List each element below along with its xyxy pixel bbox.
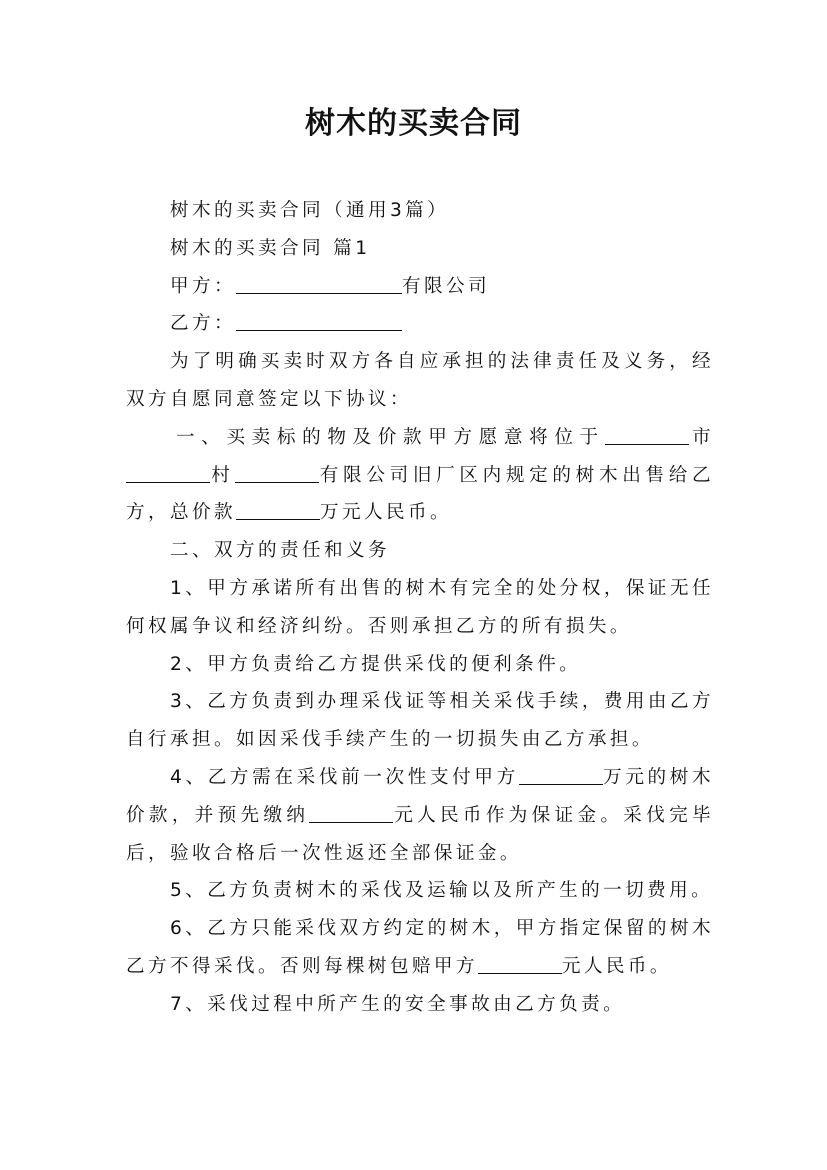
article-1-text-b: 有限公司旧厂区内规定的树木出售给乙方，总价款 (126, 464, 714, 524)
document-subtitle: 树木的买卖合同（通用3篇） (170, 200, 450, 221)
clause-4-text-a: 4、乙方需在采伐前一次性支付甲方 (170, 766, 519, 788)
clause-6-text-b: 元人民币。 (561, 955, 672, 977)
article-1-text-a: 一、买卖标的物及价款甲方愿意将位于 (176, 426, 605, 448)
clause-4-text-b: 万元的树木价款，并预先缴纳 (126, 766, 714, 826)
section-title: 树木的买卖合同 篇1 (170, 237, 371, 259)
article-1-city: 市 (688, 426, 714, 448)
party-b-label: 乙方： (170, 313, 236, 335)
payment-blank (519, 764, 603, 785)
article-1-village: 村 (210, 464, 235, 486)
clause-7: 7、采伐过程中所产生的安全事故由乙方负责。 (170, 993, 626, 1015)
party-b-blank (236, 310, 402, 331)
party-a-label: 甲方： (170, 275, 236, 297)
article-2-title: 二、双方的责任和义务 (170, 540, 390, 562)
village-blank (235, 462, 319, 483)
clause-2: 2、甲方负责给乙方提供采伐的便利条件。 (170, 653, 582, 675)
clause-1: 1、甲方承诺所有出售的树木有完全的处分权，保证无任何权属争议和经济纠纷。否则承担乙方的所有损失。 (126, 577, 714, 637)
clause-4-text-c: 元人民币作为保证金。采伐完毕后，验收合格后一次性返还全部保证金。 (126, 804, 715, 864)
document-body (126, 192, 714, 1024)
price-blank (236, 499, 320, 520)
compensation-blank (478, 953, 562, 974)
document-title: 树木的买卖合同 (305, 106, 522, 141)
intro-paragraph: 为了明确买卖时双方各自应承担的法律责任及义务，经双方自愿同意签定以下协议： (126, 351, 714, 410)
party-a-line (126, 268, 714, 306)
city-blank (605, 424, 689, 445)
party-a-suffix: 有限公司 (401, 275, 490, 297)
party-a-blank (236, 273, 402, 294)
clause-6 (126, 910, 714, 986)
clause-3: 3、乙方负责到办理采伐证等相关采伐手续，费用由乙方自行承担。如因采伐手续产生的一切损失由乙方承担。 (126, 691, 714, 751)
clause-6-text-a: 6、乙方只能采伐双方约定的树木，甲方指定保留的树木乙方不得采伐。否则每棵树包赔甲方 (126, 918, 714, 977)
article-1 (126, 419, 714, 532)
clause-4 (126, 759, 714, 872)
article-1-text-c: 万元人民币。 (319, 502, 452, 524)
location-blank (126, 462, 210, 483)
deposit-blank (309, 802, 393, 823)
clause-5: 5、乙方负责树木的采伐及运输以及所产生的一切费用。 (170, 880, 714, 902)
party-b-line (126, 305, 714, 343)
